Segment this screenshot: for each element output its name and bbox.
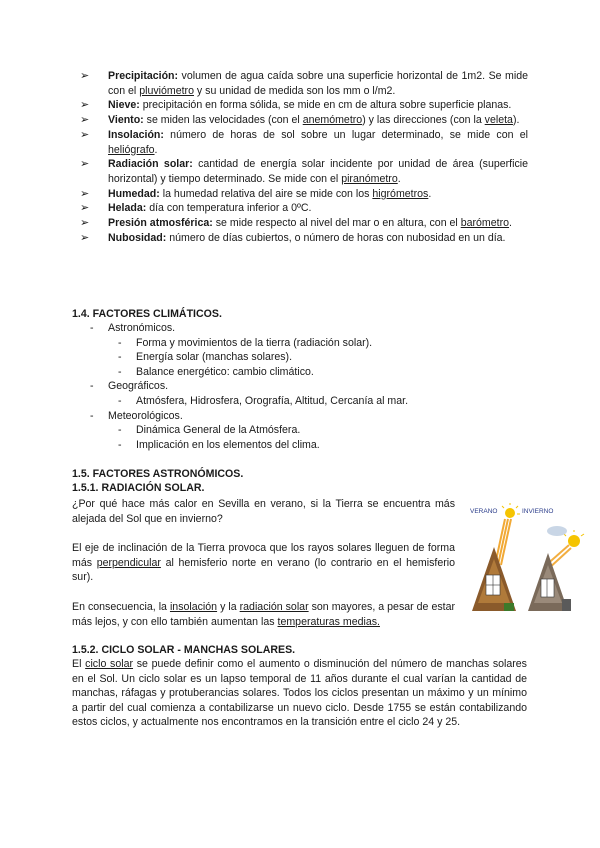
arrow-bullet-icon: ➢ [80,202,90,215]
climate-elements-list [80,69,528,245]
cloud-icon [547,526,567,536]
paragraph: El ciclo solar se puede definir como el aumento o disminución del número de manchas solares en el Sol. Un ciclo solar es un lapso temporal de 11 años durante el cual varían la cantidad de manchas, ráfagas y protuberancias solares. Todos los ciclos presentan un máximo y un mínimo a partir del cual comienza a contabilizarse un nuevo ciclo. Desde 1755 se están contabilizando estos ciclos, y actualmente nos encontramos en la transición entre el ciclo 24 y 25. [72,658,527,729]
list-item: - Balance energético: cambio climático. [118,365,314,378]
arrow-bullet-icon: ➢ [80,158,90,171]
arrow-bullet-icon: ➢ [80,99,90,112]
arrow-bullet-icon: ➢ [80,128,90,141]
arrow-bullet-icon: ➢ [80,114,90,127]
seasons-illustration-svg [464,503,586,615]
list-item: - Meteorológicos. [90,409,183,422]
list-item: - Astronómicos. [90,322,176,334]
list-item: - Forma y movimientos de la tierra (radiación solar). [118,336,373,349]
paragraph: En consecuencia, la insolación y la radiación solar son mayores, a pesar de estar más lejos, y con ello también aumentan las temperaturas medias. [72,601,456,628]
winter-sun-icon [564,530,584,547]
list-item: - Implicación en los elementos del clima. [118,438,320,451]
list-item: - Dinámica General de la Atmósfera. [118,424,301,437]
list-item: ➢ Helada: día con temperatura inferior a 0ºC. [80,202,312,215]
arrow-bullet-icon: ➢ [80,70,90,82]
summer-tree-icon [472,547,516,611]
list-item: ➢ Insolación: número de horas de sol sobre un lugar determinado, se mide con el heliógrafo. [80,128,528,156]
seasons-illustration [464,503,586,615]
arrow-bullet-icon: ➢ [80,187,90,200]
section-heading: 1.5. FACTORES ASTRONÓMICOS. [72,468,244,480]
list-item: ➢ Precipitación: volumen de agua caída sobre una superficie horizontal de 1m2. Se mide con el pluviómetro y su unidad de medida son los mm o l/m2. [80,70,528,97]
question-paragraph: ¿Por qué hace más calor en Sevilla en verano, si la Tierra se encuentra más alejada del Sol que en invierno? [72,498,455,525]
summer-sun-icon [502,503,520,518]
section-heading: 1.4. FACTORES CLIMÁTICOS. [72,308,222,320]
list-item: ➢ Nieve: precipitación en forma sólida, se mide en cm de altura sobre superficie planas. [80,99,512,112]
list-item: ➢ Presión atmosférica: se mide respecto al nivel del mar o en altura, con el barómetro. [80,217,512,230]
paragraph: El eje de inclinación de la Tierra provoca que los rayos solares lleguen de forma más perpendicular al hemisferio norte en verano (lo contrario en el hemisferio sur). [72,542,455,584]
list-item: ➢ Viento: se miden las velocidades (con el anemómetro) y las direcciones (con la veleta). [80,114,520,127]
summer-label: VERANO [470,508,498,515]
list-item: ➢ Radiación solar: cantidad de energía solar incidente por unidad de área (superficie horizontal) y tiempo determinado. Se mide con el piranómetro. [80,158,529,185]
arrow-bullet-icon: ➢ [80,217,90,230]
subsection-heading: 1.5.1. RADIACIÓN SOLAR. [72,482,205,494]
list-item: - Energía solar (manchas solares). [118,351,293,364]
winter-label: INVIERNO [522,508,554,515]
list-item: ➢ Humedad: la humedad relativa del aire se mide con los higrómetros. [80,187,432,200]
list-item: - Atmósfera, Hidrosfera, Orografía, Altitud, Cercanía al mar. [118,394,409,407]
climatic-factors-list [72,321,408,452]
list-item: ➢ Nubosidad: número de días cubiertos, o número de horas con nubosidad en un día. [80,231,506,244]
list-item: - Geográficos. [90,380,169,393]
arrow-bullet-icon: ➢ [80,231,90,244]
winter-tree-icon [528,553,571,611]
subsection-heading: 1.5.2. CICLO SOLAR - MANCHAS SOLARES. [72,644,296,656]
